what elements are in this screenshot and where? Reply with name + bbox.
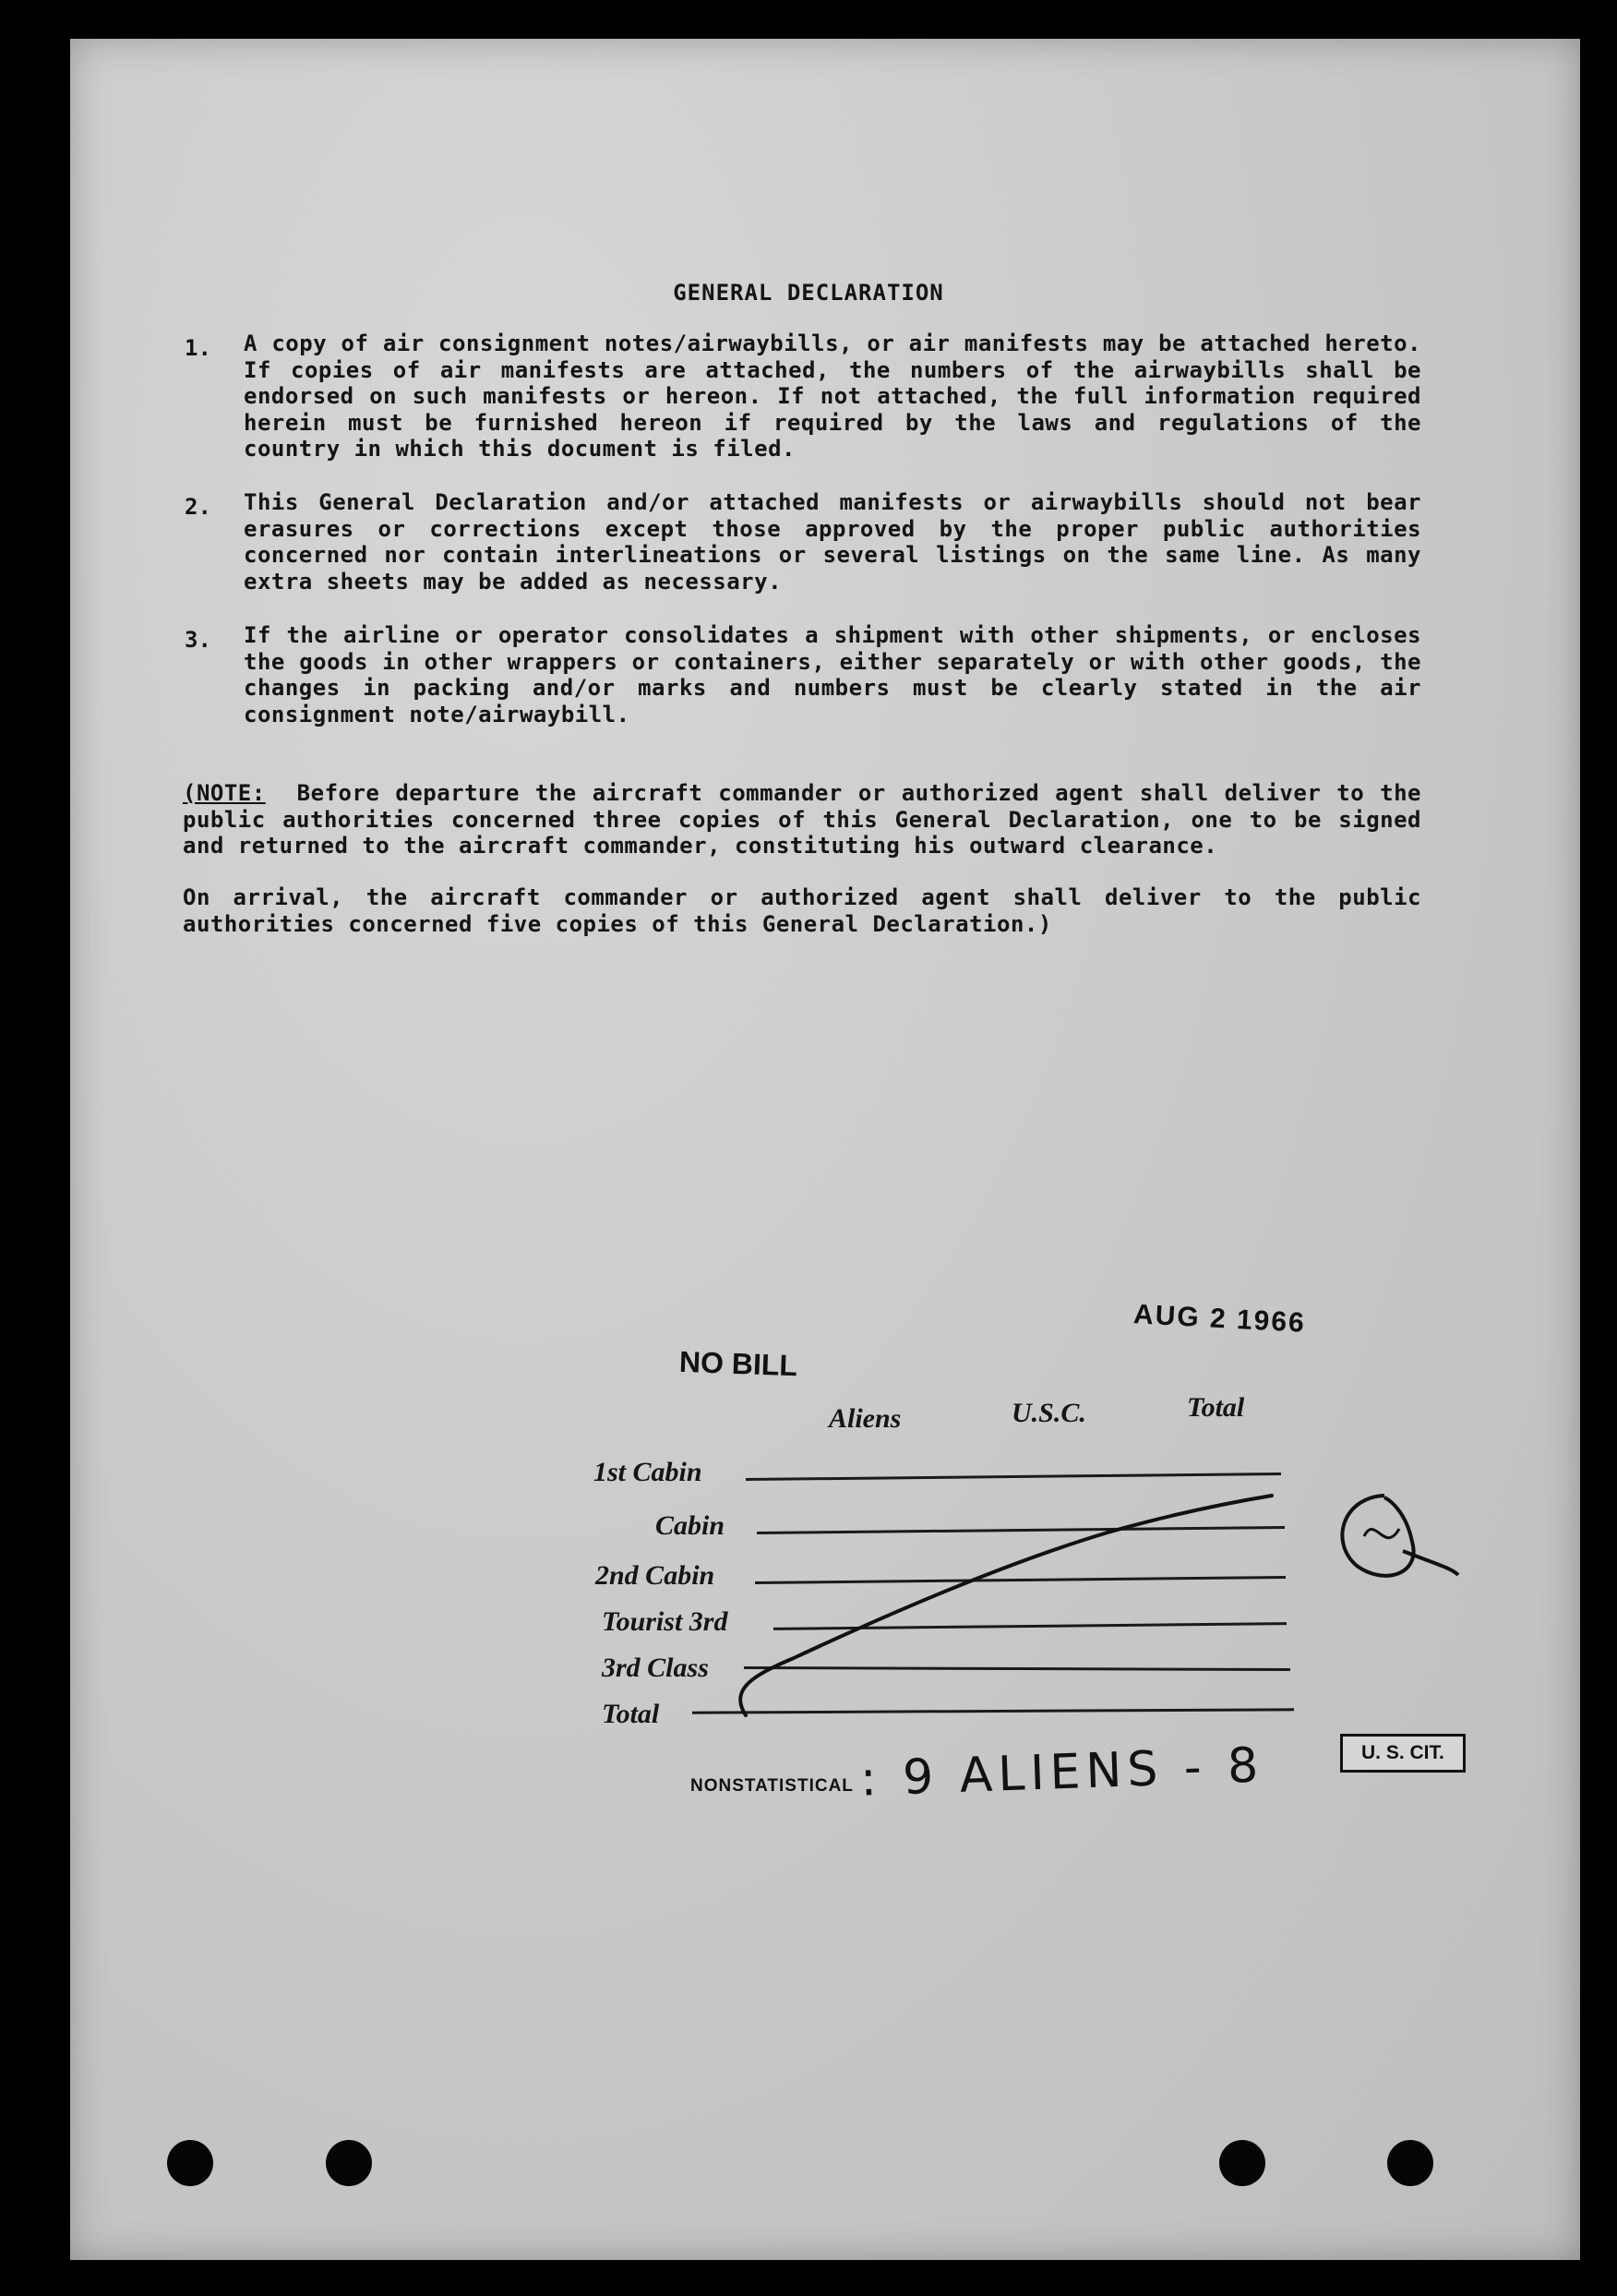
binder-hole-1 [167, 2140, 213, 2186]
item-1-text: A copy of air consignment notes/airwaybills, or air manifests may be attached hereto. If copies of air manifests are attached, the numbers of the airwaybills shall be endorsed on such manifests or hereon. If not attached, the full information required herein must be furnished hereon if required by the laws and regulations of the country in which this document is filed. [244, 331, 1421, 462]
handwritten-alien-count: : 9 ALIENS - 8 [859, 1737, 1265, 1808]
row-3rd-class: 3rd Class [602, 1653, 709, 1683]
row-tourist-3rd: Tourist 3rd [602, 1606, 728, 1637]
item-3-number: 3. [185, 627, 211, 653]
no-bill-stamp: NO BILL [678, 1344, 798, 1383]
us-cit-stamp: U. S. CIT. [1340, 1734, 1466, 1773]
date-stamp: AUG 2 1966 [1132, 1299, 1307, 1339]
row-2nd-cabin: 2nd Cabin [595, 1560, 715, 1591]
row-1st-cabin: 1st Cabin [593, 1457, 702, 1487]
item-1-number: 1. [185, 335, 211, 361]
binder-hole-4 [1387, 2140, 1433, 2186]
item-3-text: If the airline or operator consolidates a shipment with other shipments, or encloses the goods in other wrappers or containers, either separately or with other goods, the changes in packing and/or marks and numbers must be clearly stated in the air consignment note/airwaybill. [244, 622, 1421, 727]
strike-through-mark [740, 1496, 1272, 1715]
note-label: (NOTE: [183, 780, 266, 806]
binder-hole-3 [1219, 2140, 1265, 2186]
column-total: Total [1187, 1392, 1245, 1423]
arrival-paragraph: On arrival, the aircraft commander or authorized agent shall deliver to the public authorities concerned five copies of this General Declaration.) [183, 884, 1421, 937]
document-title: GENERAL DECLARATION [673, 280, 944, 306]
row-total: Total [602, 1699, 660, 1729]
nonstatistical-stamp: NONSTATISTICAL [690, 1776, 854, 1796]
item-2-text: This General Declaration and/or attached manifests or airwaybills should not bear erasures or corrections except those approved by the proper public authorities concerned nor contain interlineations or several listings on the same line. As many extra sheets may be added as necessary. [244, 489, 1421, 595]
binder-hole-2 [326, 2140, 372, 2186]
circled-mark [1342, 1496, 1458, 1576]
column-aliens: Aliens [829, 1403, 902, 1434]
column-usc: U.S.C. [1012, 1398, 1086, 1428]
note-text: Before departure the aircraft commander or authorized agent shall deliver to the public authorities concerned three copies of this General Declaration, one to be signed and returned to the aircraft commander, constituting his outward clearance. [183, 780, 1421, 859]
row-cabin: Cabin [655, 1510, 725, 1541]
item-2-number: 2. [185, 494, 211, 520]
